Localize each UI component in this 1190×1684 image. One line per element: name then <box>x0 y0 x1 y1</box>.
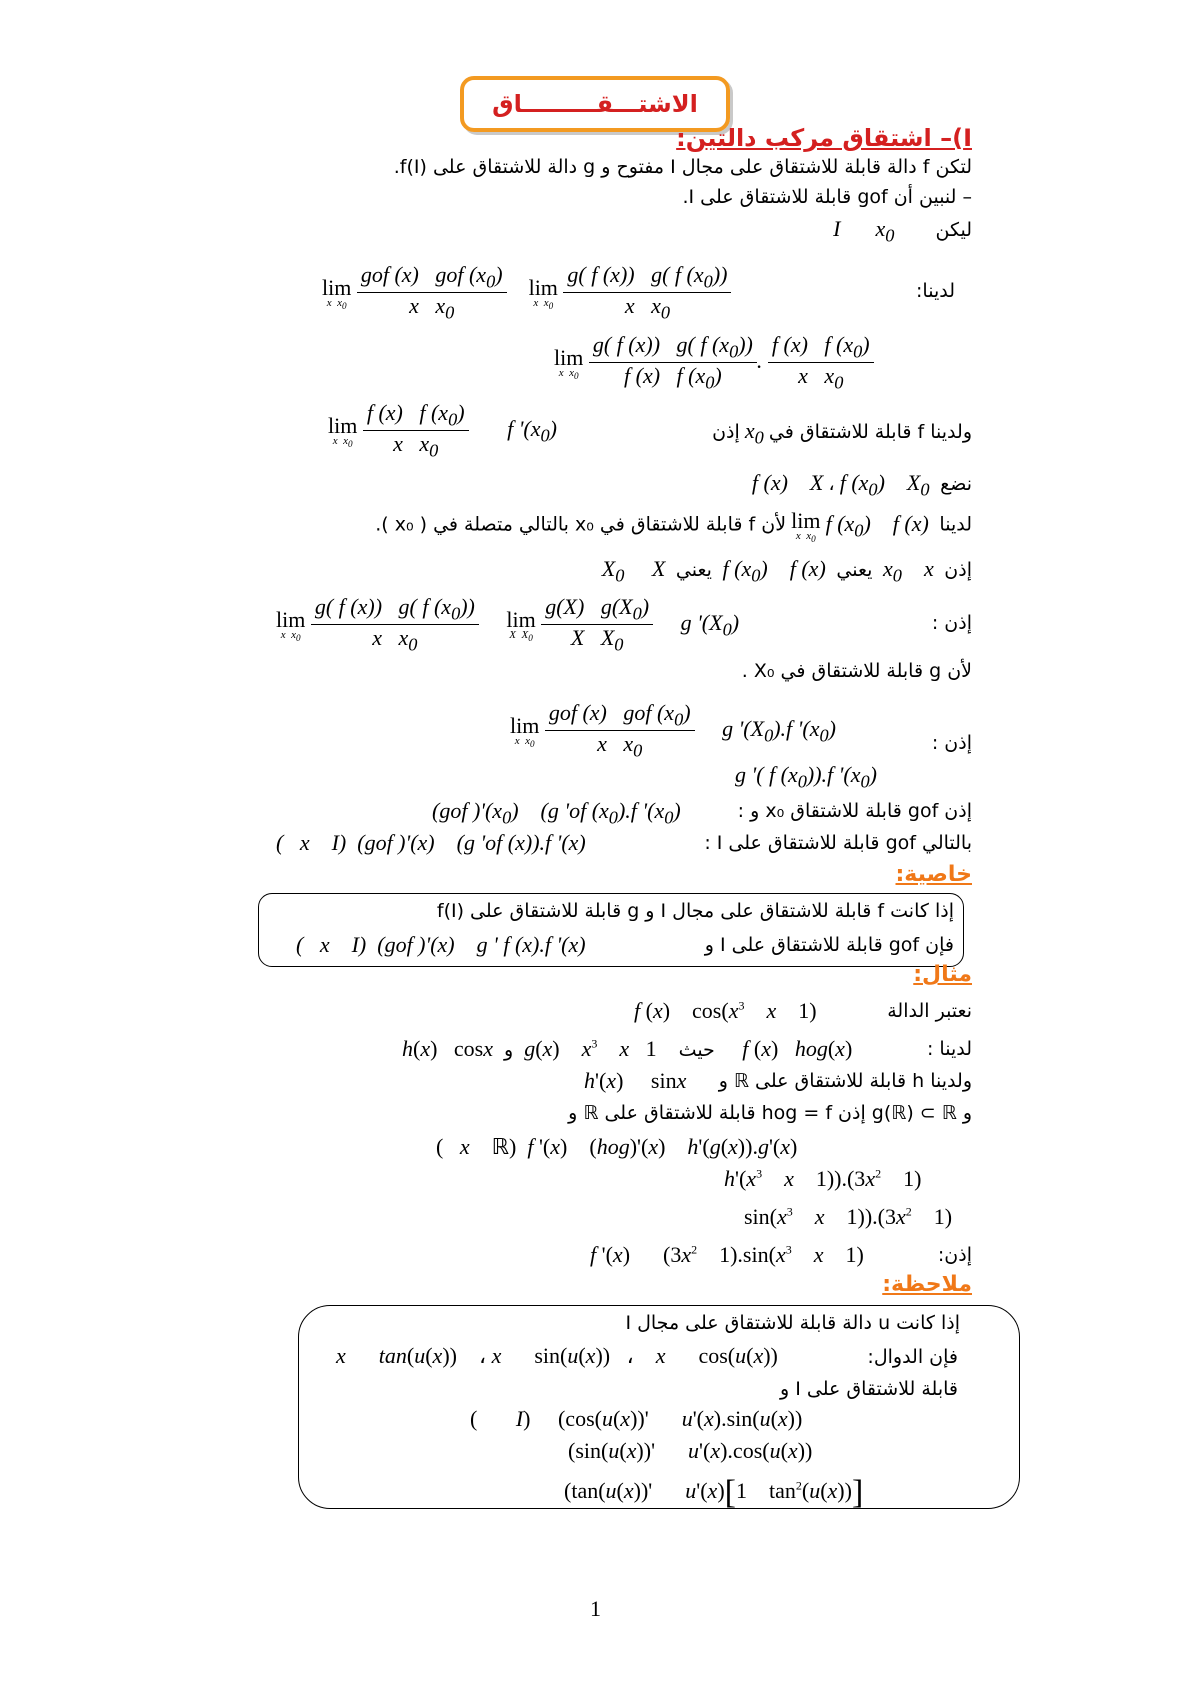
property-line-2: فإن gof قابلة للاشتقاق على I و <box>704 934 954 956</box>
because-g-text: لأن g قابلة للاشتقاق في X₀ . <box>741 660 972 682</box>
property-formula: ( x I) (gof )'(x) g ' f (x).f '(x) <box>296 932 586 957</box>
limit-eq-5: lim x $x_0$ $\frac{gof (x) gof (x_0)}{x x_0}$ g '$(X_0).f$ '$(x_0)$ <box>510 700 836 761</box>
we-have-label: لدينا: <box>916 280 955 302</box>
example-final-label: إذن: <box>937 1244 972 1266</box>
because-f-text: لأن f قابلة للاشتقاق في x₀ بالتالي متصلة في ( x₀ ). <box>375 513 787 536</box>
example-final: f '(x) ($3x^2$ $1).\sin(x^3$ x 1) <box>590 1242 864 1267</box>
gof-derivable-on-I: بالتالي gof قابلة للاشتقاق على I : <box>704 832 972 854</box>
page-number: 1 <box>590 1596 601 1621</box>
limit-eq-3: lim x $x_0$ $\frac{f (x) f (x_0)}{x x_0}$ f '$(x_0)$ <box>328 400 557 461</box>
implication-line: إذن $x_0$ x يعني f $(x_0)$ f (x) يعني $X_0$ X <box>601 556 972 586</box>
example-chain-2: $h'(x^3$ x $1)).(3x^2$ 1) <box>724 1166 922 1191</box>
put-label: نضع <box>940 473 972 495</box>
limit-eq-1: lim x $x_0$ $\frac{gof (x) gof (x_0)}{x x_0}$ lim x $x_0$ $\frac{g( f (x)) g( f (x_0))}{x x_0}$ <box>322 262 731 324</box>
paragraph-goal: – لنبين أن gof قابلة للاشتقاق على I. <box>682 186 972 208</box>
remark-functions: x tan(u(x)) ، x sin(u(x)) ، x cos(u(x)) <box>336 1343 778 1368</box>
f-derivable-line: ولدينا f قابلة للاشتقاق في $x_0$ إذن <box>712 418 972 448</box>
then-label-3: إذن : <box>931 612 972 634</box>
let-label: ليكن <box>935 219 972 241</box>
continuity-line: لدينا f $(x_0)$ f (x) lim x $x_0$ لأن f قابلة للاشتقاق في x₀ بالتالي متصلة في ( x₀ ). <box>375 508 972 545</box>
then-label: إذن <box>712 421 740 443</box>
means-label-2: يعني <box>675 559 712 581</box>
example-line-1: نعتبر الدالة <box>887 1000 972 1022</box>
substitution-line: نضع f (x) X ، f $(x_0)$ $X_0$ <box>751 470 972 500</box>
example-heading: مثال: <box>913 962 972 987</box>
limit-eq-4: lim x $x_0$ $\frac{g( f (x)) g( f (x_0))}{x x_0}$ lim X $X_0$ $\frac{g(X) g(X_0)}{X X_0}$ g '$(X_0)$ <box>276 594 740 655</box>
page-title: الاشتـــقـــــــــاق <box>492 90 698 118</box>
property-line-1: إذا كانت f قابلة للاشتقاق على مجال I و g قابلة للاشتقاق على f(I) <box>436 900 954 922</box>
limit-eq-2: lim x $x_0$ $\frac{g( f (x)) g( f (x_0))}{f (x) f (x_0)}$ . $\frac{f (x) f (x_0)}{x x_0}$ <box>554 332 874 394</box>
remark-formula-cos: ( I) (cos(u(x))' u'(x).sin(u(x)) <box>470 1406 803 1431</box>
then-label-2: إذن <box>944 559 972 581</box>
example-line-3: ولدينا h قابلة للاشتقاق على ℝ و <box>718 1070 972 1092</box>
gof-derivable-at-x0: إذن gof قابلة للاشتقاق x₀ و : <box>737 800 972 822</box>
limit-eq-6: g '( f $(x_0)).f$ '$(x_0)$ <box>735 762 877 792</box>
have-label: لدينا <box>939 513 972 536</box>
let-x0: ليكن I $x_0$ <box>833 216 972 246</box>
derivative-general: ( x I) (gof )'(x) (g 'of (x)).f '(x) <box>276 830 586 855</box>
example-h-deriv: h'(x) sinx <box>584 1068 687 1093</box>
example-line-4: و g(ℝ) ⊂ ℝ إذن hog = f قابلة للاشتقاق على ℝ و <box>568 1102 972 1124</box>
then-label-4: إذن : <box>931 732 972 754</box>
remark-line-2: فإن الدوال: <box>867 1346 958 1368</box>
remark-formula-tan: (tan(u(x))' u'(x)[1 $\tan^2(u(x))$] <box>564 1474 864 1511</box>
example-decomp: h(x) cosx و g(x) $x^3$ x 1 حيث f (x) hog(x) <box>402 1036 853 1061</box>
example-chain-3: $\sin(x^3$ x $1)).(3x^2$ 1) <box>744 1204 953 1229</box>
derivative-at-x0: (gof )'$(x_0)$ (g 'of $(x_0).f$ '$(x_0)$ <box>432 798 681 828</box>
paragraph-hypothesis: لتكن f دالة قابلة للاشتقاق على مجال I مفتوح و g دالة للاشتقاق على f(I). <box>393 156 972 178</box>
example-chain-1: ( x ℝ) f '(x) (hog)'(x) h'(g(x)).g'(x) <box>436 1134 798 1159</box>
f-derivable-text: ولدينا f قابلة للاشتقاق في <box>768 421 972 443</box>
remark-formula-sin: (sin(u(x))' u'(x).cos(u(x)) <box>568 1438 813 1463</box>
means-label-1: يعني <box>836 559 873 581</box>
example-line-2: لدينا : <box>926 1038 972 1060</box>
section-heading: I)– اشتقاق مركب دالتين: <box>676 124 972 152</box>
property-heading: خاصية: <box>895 862 972 887</box>
remark-heading: ملاحظة: <box>882 1272 972 1297</box>
where-label: حيث <box>678 1039 715 1061</box>
remark-line-1: إذا كانت u دالة قابلة للاشتقاق على مجال I <box>625 1312 960 1334</box>
example-function: f (x) $\cos(x^3$ x 1) <box>634 998 817 1023</box>
remark-line-3: قابلة للاشتقاق على I و <box>780 1378 958 1400</box>
